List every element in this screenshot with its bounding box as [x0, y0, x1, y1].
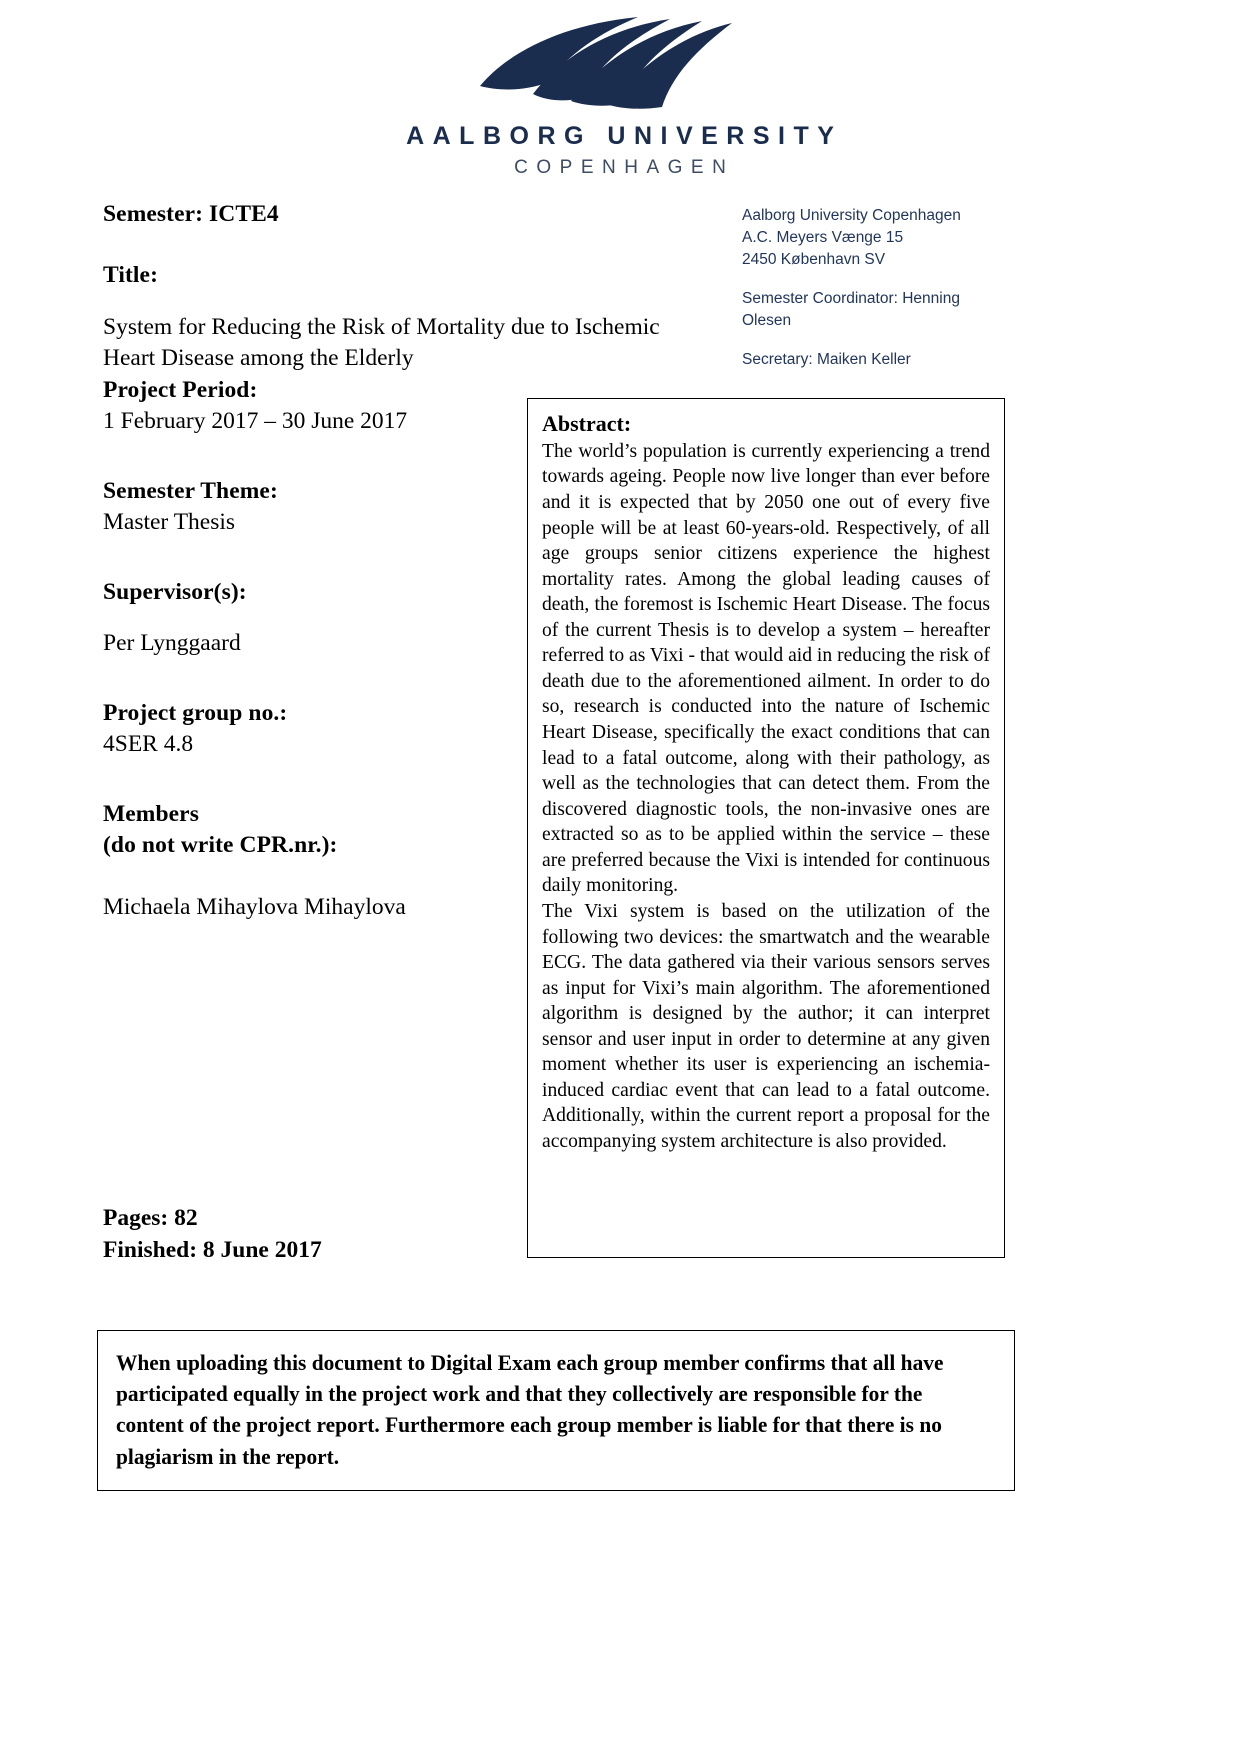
university-contact-block — [742, 205, 1002, 371]
project-group-value: 4SER 4.8 — [103, 731, 194, 758]
aau-swoosh-logo-icon — [470, 14, 770, 116]
semester-line: Semester: ICTE4 — [103, 201, 279, 227]
abstract-heading: Abstract: — [542, 411, 632, 436]
address-line-2: A.C. Meyers Vænge 15 — [742, 229, 904, 246]
project-period-value: 1 February 2017 – 30 June 2017 — [103, 408, 408, 435]
supervisors-label: Supervisor(s): — [103, 578, 247, 605]
abstract-paragraph-1: The world’s population is currently experiencing a trend towards ageing. People now live longer than ever before and it is expected that by 2050 one out of every five people will be at least 60-years-old. Respectively, of all age groups senior citizens experience the highest mortality rates. Among the global leading causes of death, the foremost is Ischemic Heart Disease. The focus of the current Thesis is to develop a system – hereafter referred to as Vixi - that would aid in reducing the risk of death due to the aforementioned ailment. In order to do so, research is conducted into the nature of Ischemic Heart Disease, specifically the exact conditions that can lead to a fatal outcome, along with their pathology, as well as the technologies that can detect them. From the discovered diagnostic tools, the non-invasive ones are extracted so as to be applied within the service – these are preferred because the Vixi is intended for continuous daily monitoring. — [542, 440, 990, 897]
pages-line: Pages: 82 — [103, 1205, 198, 1231]
spacer — [103, 230, 703, 260]
coordinator-line: Semester Coordinator: Henning Olesen — [742, 290, 960, 329]
declaration-text: When uploading this document to Digital Exam each group member confirms that all have participated equally in the project work and that they collectively are responsible for the content of the project report. Furthermore each group member is liable for that there is no plagiarism in the report. — [116, 1350, 944, 1469]
supervisors-value: Per Lynggaard — [103, 630, 241, 657]
members-label-line2: (do not write CPR.nr.): — [103, 832, 338, 859]
semester-theme-label: Semester Theme: — [103, 477, 278, 504]
pages-finished-block — [103, 1203, 322, 1266]
spacer — [103, 292, 703, 312]
finished-line: Finished: 8 June 2017 — [103, 1236, 322, 1263]
address-block — [742, 205, 1002, 271]
logo-university-text: AALBORG UNIVERSITY — [406, 122, 843, 150]
declaration-box — [97, 1330, 1015, 1491]
project-group-label: Project group no.: — [103, 699, 288, 726]
title-value: System for Reducing the Risk of Mortality due to Ischemic Heart Disease among the Elderly — [103, 313, 660, 372]
members-label-line1: Members — [103, 800, 199, 827]
logo-campus-text: COPENHAGEN — [514, 157, 735, 178]
semester-theme-value: Master Thesis — [103, 509, 236, 536]
address-line-1: Aalborg University Copenhagen — [742, 207, 961, 224]
members-value: Michaela Mihaylova Mihaylova — [103, 893, 406, 920]
university-logo — [0, 0, 1240, 179]
address-line-3: 2450 København SV — [742, 251, 886, 268]
project-period-label: Project Period: — [103, 376, 258, 403]
abstract-box — [527, 398, 1005, 1258]
secretary-line: Secretary: Maiken Keller — [742, 351, 911, 368]
title-label: Title: — [103, 262, 158, 289]
abstract-paragraph-2: The Vixi system is based on the utilization of the following two devices: the smartwatch and the wearable ECG. The data gathered via their various sensors serves as input for Vixi’s main algorithm. The aforementioned algorithm is designed by the author; it can interpret sensor and user input in order to determine at any given moment whether its user is experiencing an ischemia-induced cardiac event that can lead to a fatal outcome. Additionally, within the current report a proposal for the accompanying system architecture is also provided. — [542, 900, 990, 1153]
